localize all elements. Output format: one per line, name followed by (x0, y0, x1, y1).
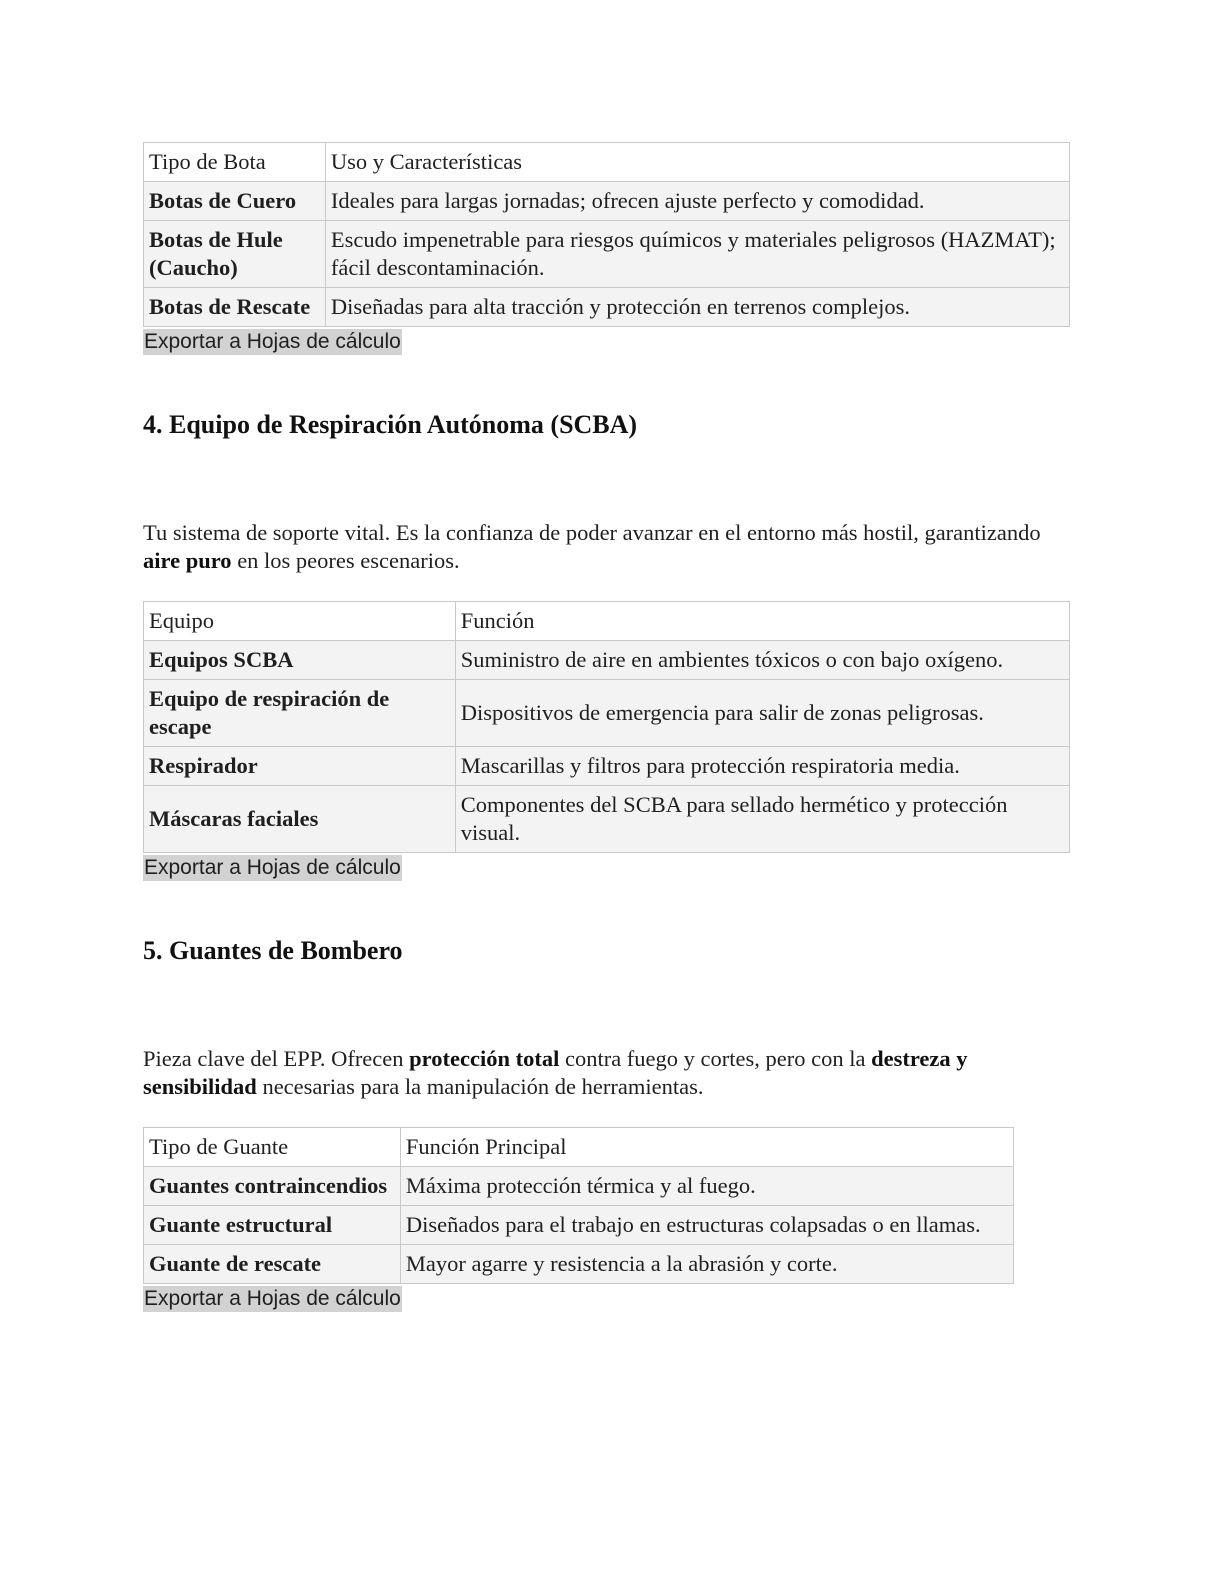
row-label: Equipo de respiración de escape (144, 680, 456, 747)
table-header-row (144, 143, 1070, 182)
export-button-wrap (143, 855, 1070, 881)
paragraph-text: en los peores escenarios. (231, 548, 460, 573)
boots-table (143, 142, 1070, 327)
row-value: Escudo impenetrable para riesgos químicos y materiales peligrosos (HAZMAT); fácil descontaminación. (325, 221, 1069, 288)
table-header-row (144, 1128, 1014, 1167)
section-paragraph-gloves (143, 1045, 1070, 1101)
table-header-cell: Función (455, 602, 1069, 641)
table-row (144, 1206, 1014, 1245)
export-button-wrap (143, 1286, 1070, 1312)
table-row (144, 288, 1070, 327)
row-label: Guante estructural (144, 1206, 401, 1245)
table-header-cell: Función Principal (400, 1128, 1013, 1167)
paragraph-text: contra fuego y cortes, pero con la (559, 1046, 872, 1071)
paragraph-text: Pieza clave del EPP. Ofrecen (143, 1046, 410, 1071)
section-heading-scba: 4. Equipo de Respiración Autónoma (SCBA) (143, 410, 638, 439)
table-header-cell: Equipo (144, 602, 456, 641)
export-to-sheets-button[interactable]: Exportar a Hojas de cálculo (144, 330, 401, 353)
row-label: Botas de Rescate (144, 288, 326, 327)
table-header-cell: Tipo de Bota (144, 143, 326, 182)
table-row (144, 221, 1070, 288)
table-header-cell: Uso y Características (325, 143, 1069, 182)
document-content (143, 142, 1070, 1312)
table-row (144, 182, 1070, 221)
section-paragraph-scba (143, 519, 1070, 575)
row-value: Suministro de aire en ambientes tóxicos o con bajo oxígeno. (455, 641, 1069, 680)
paragraph-bold-text: aire puro (143, 548, 232, 573)
table-row (144, 1245, 1014, 1284)
row-label: Botas de Cuero (144, 182, 326, 221)
export-button-wrap (143, 329, 1070, 355)
section-heading-gloves: 5. Guantes de Bombero (143, 936, 403, 965)
table-row (144, 786, 1070, 853)
row-value: Componentes del SCBA para sellado hermético y protección visual. (455, 786, 1069, 853)
table-row (144, 641, 1070, 680)
row-label: Guantes contraincendios (144, 1167, 401, 1206)
row-label: Botas de Hule (Caucho) (144, 221, 326, 288)
table-row (144, 680, 1070, 747)
export-to-sheets-button[interactable]: Exportar a Hojas de cálculo (144, 856, 401, 879)
row-value: Mayor agarre y resistencia a la abrasión y corte. (400, 1245, 1013, 1284)
table-row (144, 747, 1070, 786)
row-value: Mascarillas y filtros para protección respiratoria media. (455, 747, 1069, 786)
row-label: Máscaras faciales (144, 786, 456, 853)
scba-table (143, 601, 1070, 853)
paragraph-text: Tu sistema de soporte vital. Es la confianza de poder avanzar en el entorno más hostil, garantizando (143, 520, 1041, 545)
row-value: Máxima protección térmica y al fuego. (400, 1167, 1013, 1206)
paragraph-bold-text: protección total (409, 1046, 560, 1071)
row-value: Diseñados para el trabajo en estructuras colapsadas o en llamas. (400, 1206, 1013, 1245)
table-row (144, 1167, 1014, 1206)
row-value: Dispositivos de emergencia para salir de zonas peligrosas. (455, 680, 1069, 747)
gloves-table (143, 1127, 1014, 1284)
row-label: Equipos SCBA (144, 641, 456, 680)
export-to-sheets-button[interactable]: Exportar a Hojas de cálculo (144, 1287, 401, 1310)
table-header-cell: Tipo de Guante (144, 1128, 401, 1167)
row-value: Diseñadas para alta tracción y protección en terrenos complejos. (325, 288, 1069, 327)
paragraph-text: necesarias para la manipulación de herramientas. (256, 1074, 704, 1099)
paragraph-bold-text: destreza y sensibilidad (143, 1046, 968, 1099)
row-label: Guante de rescate (144, 1245, 401, 1284)
row-value: Ideales para largas jornadas; ofrecen ajuste perfecto y comodidad. (325, 182, 1069, 221)
row-label: Respirador (144, 747, 456, 786)
table-header-row (144, 602, 1070, 641)
